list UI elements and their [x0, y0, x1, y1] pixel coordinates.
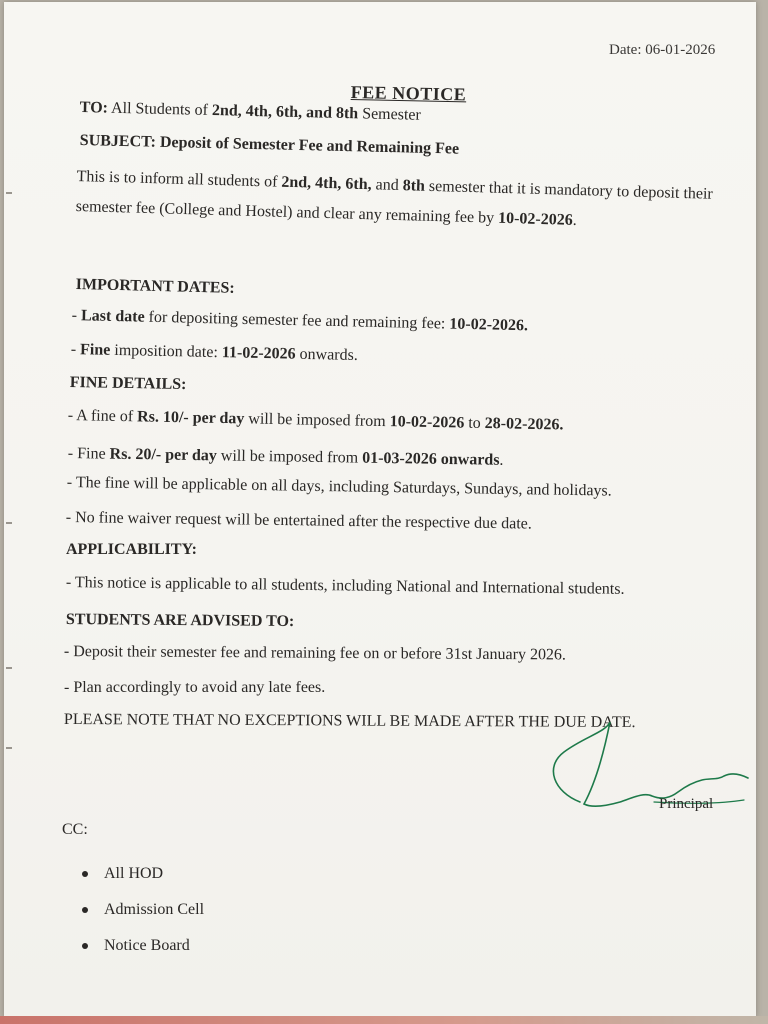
intro-paragraph [75, 162, 736, 240]
margin-mark [6, 747, 12, 749]
advised-item: - Plan accordingly to avoid any late fees. [64, 679, 326, 696]
item-prefix: - [71, 306, 82, 325]
bullet-icon [82, 907, 88, 913]
fine-item [68, 444, 504, 471]
item-text: . [499, 451, 504, 469]
signature-stroke [553, 722, 748, 806]
intro-semesters: 2nd, 4th, 6th, [281, 173, 372, 194]
intro-semester-8: 8th [402, 177, 426, 195]
item-text: - Fine [67, 444, 110, 463]
cc-recipient: Admission Cell [104, 901, 205, 918]
item-emphasis: Fine [79, 341, 111, 359]
paper-edge [0, 1016, 768, 1024]
item-text: to [464, 414, 485, 433]
important-dates-heading: IMPORTANT DATES: [75, 275, 235, 297]
to-text-end: Semester [357, 105, 421, 124]
item-text: will be imposed from [216, 447, 363, 467]
cc-label: CC: [62, 821, 88, 838]
intro-due-date: 10-02-2026 [497, 209, 573, 229]
signature-icon [544, 722, 754, 822]
intro-text: This is to inform all students of [76, 167, 282, 191]
item-date: 11-02-2026 [221, 344, 296, 363]
applicability-item: - This notice is applicable to all students, including National and International students. [65, 573, 625, 598]
item-text: imposition date: [110, 341, 223, 362]
to-semesters: 2nd, 4th, 6th, and 8th [211, 101, 359, 123]
fine-details-heading: FINE DETAILS: [69, 373, 187, 394]
item-date: 01-03-2026 onwards [362, 449, 500, 469]
item-date: 10-02-2026 [389, 413, 465, 432]
cc-recipient: All HOD [104, 865, 164, 882]
to-label: TO: [79, 98, 109, 117]
subject-line [80, 131, 460, 160]
fine-item: - No fine waiver request will be entertained after the respective due date. [65, 508, 532, 533]
fine-amount: Rs. 20/- per day [109, 445, 218, 465]
notice-date: Date: 06-01-2026 [609, 42, 716, 58]
fine-item: - The fine will be applicable on all days, including Saturdays, Sundays, and holidays. [66, 473, 612, 500]
margin-mark [6, 522, 12, 524]
item-text: onwards. [295, 345, 359, 365]
fine-amount: Rs. 10/- per day [136, 408, 245, 428]
margin-mark [6, 192, 12, 194]
notice-paper [4, 2, 756, 1018]
cc-recipient: Notice Board [104, 937, 190, 954]
bullet-icon [82, 943, 88, 949]
item-prefix: - [70, 340, 81, 359]
important-date-item [72, 306, 529, 336]
item-emphasis: Last date [80, 307, 145, 326]
item-date: 28-02-2026. [484, 415, 564, 434]
intro-text: semester that it is mandatory to deposit their semester fee (College and Hostel) and clear any remaining fee by [75, 177, 713, 227]
notice-title: FEE NOTICE [350, 82, 467, 105]
bullet-icon [82, 871, 88, 877]
intro-text: and [371, 176, 403, 195]
cc-item [82, 928, 204, 964]
intro-text: . [572, 211, 577, 229]
cc-item [82, 892, 204, 928]
margin-mark [6, 667, 12, 669]
please-note: PLEASE NOTE THAT NO EXCEPTIONS WILL BE MADE AFTER THE DUE DATE. [63, 711, 636, 731]
item-text: - A fine of [67, 406, 138, 426]
to-text: All Students of [107, 99, 213, 119]
subject-text: Deposit of Semester Fee and Remaining Fee [155, 133, 460, 158]
cc-item [82, 856, 204, 892]
item-text: for depositing semester fee and remaining fee: [144, 308, 450, 333]
fine-item [68, 406, 564, 436]
applicability-heading: APPLICABILITY: [66, 541, 197, 558]
item-date: 10-02-2026. [449, 315, 529, 335]
principal-label: Principal [659, 796, 714, 812]
subject-label: SUBJECT: [79, 131, 157, 151]
advised-item: - Deposit their semester fee and remaining fee on or before 31st January 2026. [63, 643, 567, 664]
cc-list [82, 856, 204, 964]
important-date-item [71, 340, 358, 366]
item-text: will be imposed from [244, 410, 390, 431]
advised-heading: STUDENTS ARE ADVISED TO: [65, 610, 295, 630]
